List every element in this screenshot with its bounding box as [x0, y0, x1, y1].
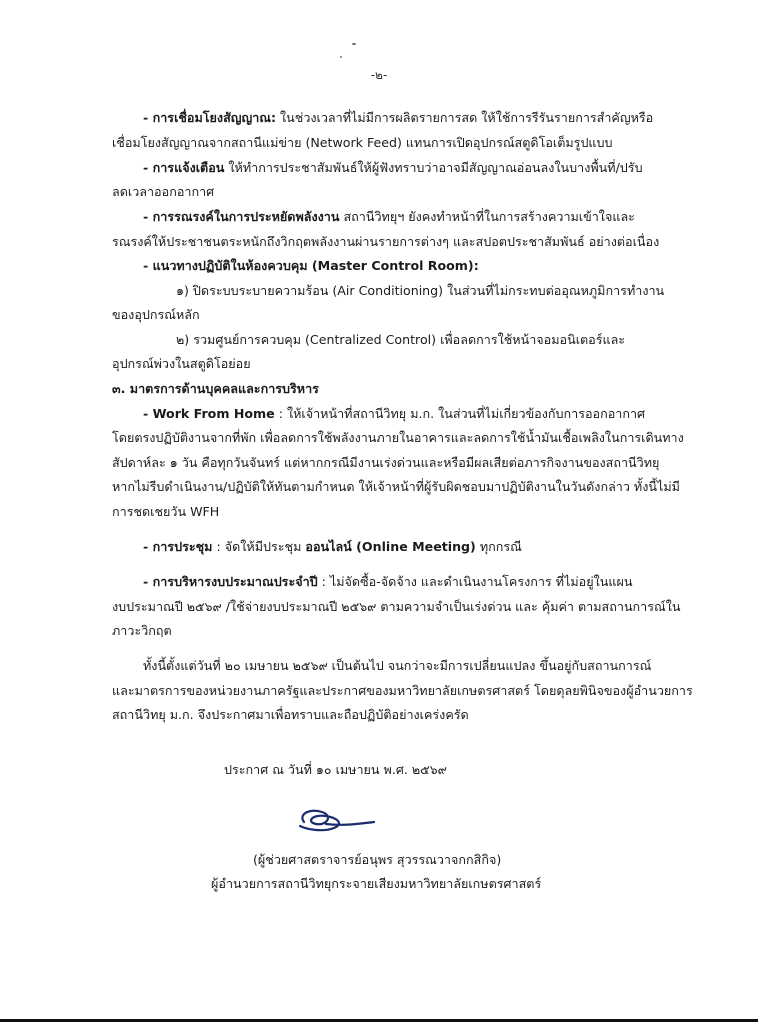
- item-label: - การบริหารงบประมาณประจำปี: [143, 574, 318, 589]
- body-line: ของอุปกรณ์หลัก: [112, 307, 200, 322]
- item-label: - Work From Home: [143, 406, 275, 421]
- closing-paragraph-line: ทั้งนี้ตั้งแต่วันที่ ๒๐ เมษายน ๒๕๖๙ เป็นต้นไป จนกว่าจะมีการเปลี่ยนแปลง ขึ้นอยู่กับสถานการณ์: [143, 658, 652, 673]
- sub-item-2: ๒) รวมศูนย์การควบคุม (Centralized Control) เพื่อลดการใช้หน้าจอมอนิเตอร์และ: [176, 332, 626, 347]
- body-line: การชดเชยวัน WFH: [112, 504, 220, 519]
- bottom-divider: [0, 1019, 758, 1022]
- page-number: -๒-: [370, 68, 388, 82]
- item-text: : ไม่จัดซื้อ-จัดจ้าง และดำเนินงานโครงการ ที่ไม่อยู่ในแผน: [317, 574, 633, 589]
- item-label-bold: ออนไลน์ (Online Meeting): [305, 539, 476, 554]
- body-line: หากไม่รีบดำเนินงาน/ปฏิบัติให้ทันตามกำหนด ให้เจ้าหน้าที่ผู้รับผิดชอบมาปฏิบัติงานในวันดังกล่าว ทั้งนี้ไม่มี: [112, 479, 680, 494]
- body-line: โดยตรงปฏิบัติงานจากที่พัก เพื่อลดการใช้พลังงานภายในอาคารและลดการใช้น้ำมันเชื้อเพลิงในการเดินทาง: [112, 430, 684, 445]
- item-signal-link: [143, 110, 653, 126]
- scan-speck: [352, 43, 356, 45]
- sub-item-1: ๑) ปิดระบบระบายความร้อน (Air Conditioning) ในส่วนที่ไม่กระทบต่ออุณหภูมิการทำงาน: [176, 283, 665, 298]
- item-text: : ให้เจ้าหน้าที่สถานีวิทยุ ม.ก. ในส่วนที่ไม่เกี่ยวข้องกับการออกอากาศ: [274, 406, 646, 421]
- item-label: - การเชื่อมโยงสัญญาณ:: [143, 110, 277, 125]
- section-heading-3: ๓. มาตรการด้านบุคคลและการบริหาร: [112, 381, 319, 396]
- item-master-control: [143, 258, 479, 274]
- closing-paragraph-line: สถานีวิทยุ ม.ก. จึงประกาศมาเพื่อทราบและถือปฏิบัติอย่างเคร่งครัด: [112, 707, 469, 722]
- item-text: ในช่วงเวลาที่ไม่มีการผลิตรายการสด ให้ใช้การรีรันรายการสำคัญหรือ: [276, 110, 654, 125]
- closing-paragraph-line: และมาตรการของหน่วยงานภาครัฐและประกาศของมหาวิทยาลัยเกษตรศาสตร์ โดยดุลยพินิจของผู้อำนวยการ: [112, 683, 693, 698]
- item-label: - การแจ้งเตือน: [143, 160, 225, 175]
- body-line: งบประมาณปี ๒๕๖๙ /ใช้จ่ายงบประมาณปี ๒๕๖๙ ตามความจำเป็นเร่งด่วน และ คุ้มค่า ตามสถานการณ์ใน: [112, 599, 681, 614]
- signer-name: (ผู้ช่วยศาสตราจารย์อนุพร สุวรรณวาจกกสิกิจ): [253, 852, 502, 867]
- item-text: : จัดให้มีประชุม: [212, 539, 306, 554]
- item-text: ให้ทำการประชาสัมพันธ์ให้ผู้ฟังทราบว่าอาจมีสัญญาณอ่อนลงในบางพื้นที่/ปรับ: [224, 160, 643, 175]
- signature-image: [286, 800, 378, 842]
- item-meeting: [143, 539, 522, 555]
- item-alert: [143, 160, 643, 176]
- body-line: ลดเวลาออกอากาศ: [112, 184, 215, 199]
- item-wfh: [143, 406, 645, 422]
- body-line: รณรงค์ให้ประชาชนตระหนักถึงวิกฤตพลังงานผ่านรายการต่างๆ และสปอตประชาสัมพันธ์ อย่างต่อเนื่อง: [112, 234, 660, 249]
- item-label: - การประชุม: [143, 539, 213, 554]
- body-line: เชื่อมโยงสัญญาณจากสถานีแม่ข่าย (Network Feed) แทนการเปิดอุปกรณ์สตูดิโอเต็มรูปแบบ: [112, 135, 613, 150]
- body-line: สัปดาห์ละ ๑ วัน คือทุกวันจันทร์ แต่หากกรณีมีงานเร่งด่วนและหรือมีผลเสียต่อภารกิจงานของสถานีวิทยุ: [112, 455, 660, 470]
- signer-title: ผู้อำนวยการสถานีวิทยุกระจายเสียงมหาวิทยาลัยเกษตรศาสตร์: [211, 876, 542, 891]
- body-line: อุปกรณ์พ่วงในสตูดิโอย่อย: [112, 356, 251, 371]
- scan-speck: [340, 56, 342, 58]
- item-energy-campaign: [143, 209, 635, 225]
- body-line: ภาวะวิกฤต: [112, 623, 172, 638]
- announcement-date: ประกาศ ณ วันที่ ๑๐ เมษายน พ.ศ. ๒๕๖๙: [224, 762, 447, 777]
- item-text: สถานีวิทยุฯ ยังคงทำหน้าที่ในการสร้างความเข้าใจและ: [339, 209, 635, 224]
- item-text: ทุกกรณี: [475, 539, 522, 554]
- item-label: - การรณรงค์ในการประหยัดพลังงาน: [143, 209, 340, 224]
- item-label: - แนวทางปฏิบัติในห้องควบคุม (Master Control Room):: [143, 258, 479, 273]
- item-budget: [143, 574, 632, 590]
